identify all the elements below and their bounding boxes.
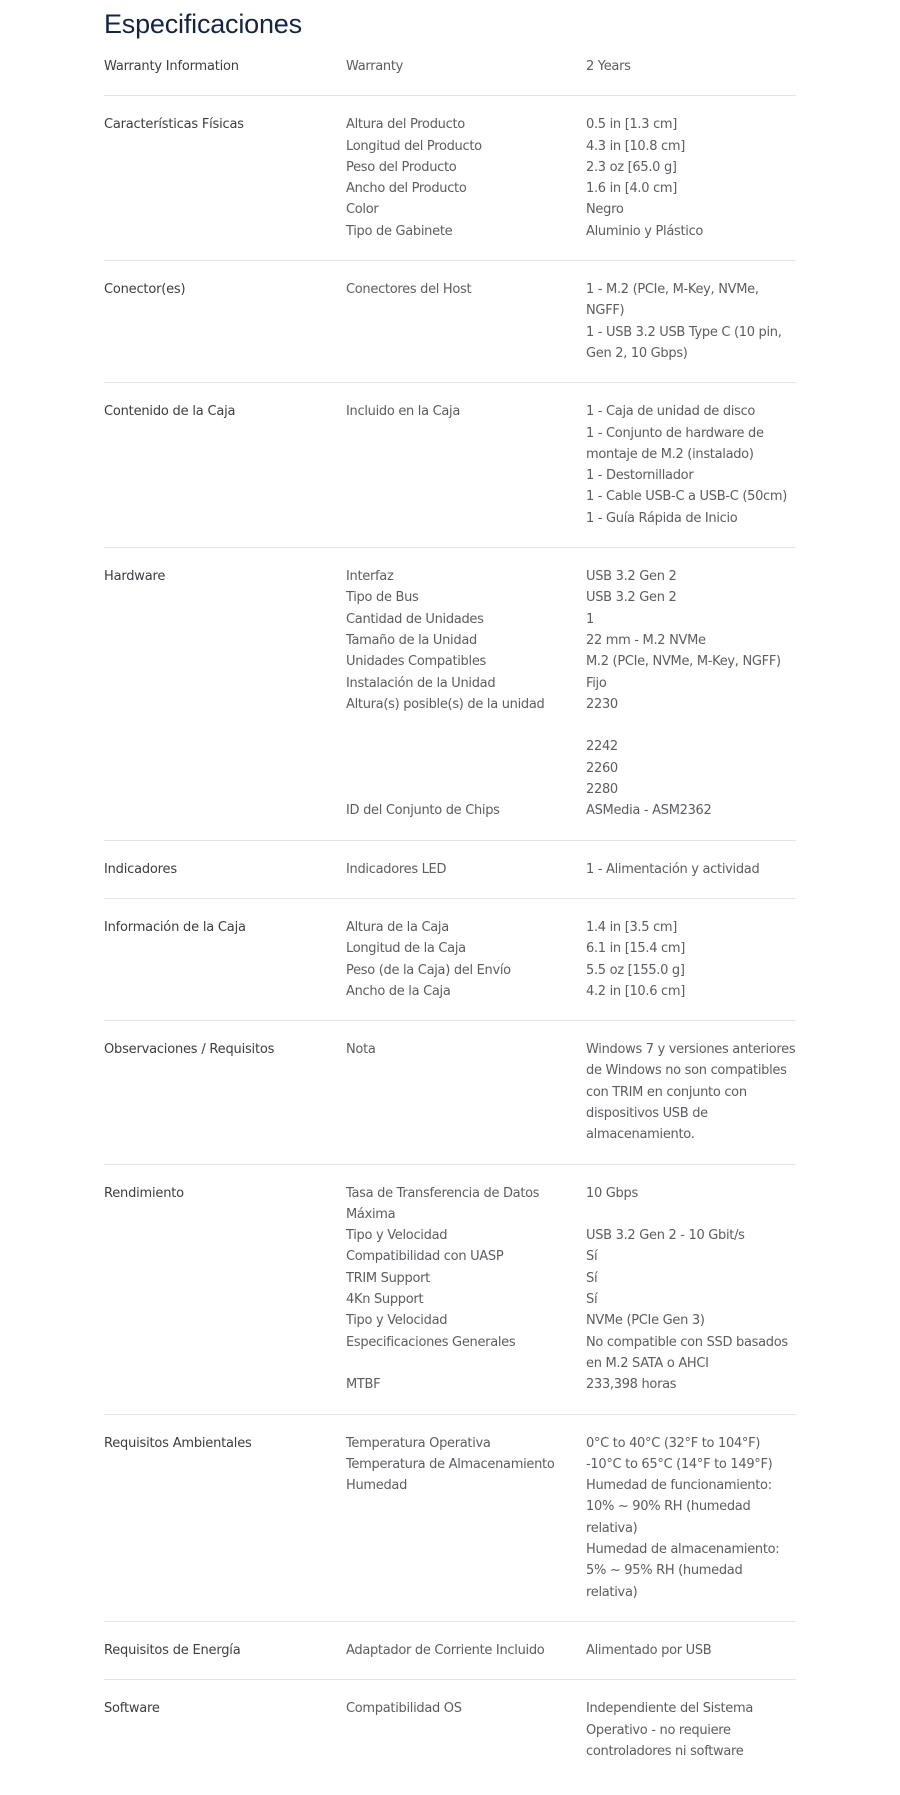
spec-row-values [586, 1225, 796, 1246]
spec-row [346, 587, 796, 608]
spec-value: 1 - Guía Rápida de Inicio [586, 510, 738, 526]
spec-row-label: Tamaño de la Unidad [346, 632, 477, 648]
spec-row-label: Tasa de Transferencia de Datos Máxima [346, 1185, 540, 1222]
spec-value: Sí [586, 1292, 598, 1308]
spec-value: USB 3.2 Gen 2 [586, 569, 677, 585]
spec-row-values [586, 1698, 796, 1762]
spec-value: -10°C to 65°C (14°F to 149°F) [586, 1456, 773, 1472]
spec-value: 2280 [586, 782, 618, 798]
spec-row [346, 114, 796, 135]
spec-row-values [586, 566, 796, 587]
spec-row-values [586, 1332, 796, 1375]
spec-row-label: Interfaz [346, 569, 394, 585]
spec-row-label: Longitud del Producto [346, 138, 482, 154]
specifications-panel [104, 0, 796, 1780]
spec-value: 2.3 oz [65.0 g] [586, 159, 677, 175]
spec-table [104, 38, 796, 1780]
spec-section [104, 1165, 796, 1415]
spec-row [346, 609, 796, 630]
spec-row [346, 136, 796, 157]
spec-value: 4.2 in [10.6 cm] [586, 983, 686, 999]
spec-row [346, 199, 796, 220]
spec-row-values [586, 981, 796, 1002]
spec-rows [346, 859, 796, 880]
spec-row-values [586, 178, 796, 199]
spec-row-label: Temperatura Operativa [346, 1435, 491, 1451]
section-label: Contenido de la Caja [104, 404, 236, 420]
spec-section [104, 548, 796, 841]
spec-section [104, 96, 796, 261]
spec-value: Humedad de almacenamiento: 5% ~ 95% RH (humedad relativa) [586, 1542, 780, 1600]
spec-value: 2230 [586, 696, 618, 712]
spec-row-values [586, 651, 796, 672]
spec-row [346, 279, 796, 364]
spec-row-label: Peso (de la Caja) del Envío [346, 962, 511, 978]
spec-row [346, 1225, 796, 1246]
spec-row [346, 178, 796, 199]
section-label: Conector(es) [104, 282, 186, 298]
spec-row-label: Peso del Producto [346, 159, 457, 175]
spec-row-values [586, 401, 796, 529]
spec-row-values [586, 1268, 796, 1289]
spec-row [346, 694, 796, 800]
spec-value: 0°C to 40°C (32°F to 104°F) [586, 1435, 761, 1451]
spec-row-values [586, 1475, 796, 1603]
spec-rows [346, 1433, 796, 1603]
spec-section [104, 1680, 796, 1780]
spec-value: 10 Gbps [586, 1185, 638, 1201]
spec-row-values [586, 136, 796, 157]
spec-row [346, 1433, 796, 1454]
spec-row-label: Unidades Compatibles [346, 654, 486, 670]
section-label: Software [104, 1701, 160, 1717]
spec-row-label: Altura de la Caja [346, 919, 449, 935]
spec-row-label: Tipo y Velocidad [346, 1228, 448, 1244]
spec-row-label: Longitud de la Caja [346, 941, 466, 957]
spec-row [346, 1640, 796, 1661]
spec-value: 1 - Caja de unidad de disco [586, 404, 756, 420]
spec-value: 6.1 in [15.4 cm] [586, 941, 686, 957]
spec-row-label: Altura del Producto [346, 117, 465, 133]
spec-row-label: Indicadores LED [346, 861, 447, 877]
spec-row-label: Tipo y Velocidad [346, 1313, 448, 1329]
spec-row-label: Tipo de Bus [346, 590, 419, 606]
spec-row [346, 1475, 796, 1603]
section-label: Requisitos Ambientales [104, 1435, 252, 1451]
spec-value: No compatible con SSD basados en M.2 SATA o AHCI [586, 1334, 788, 1371]
spec-row-label: Warranty [346, 59, 404, 74]
spec-section [104, 261, 796, 383]
spec-rows [346, 1183, 796, 1396]
spec-row-label: Conectores del Host [346, 282, 472, 298]
spec-row [346, 981, 796, 1002]
spec-row [346, 1332, 796, 1375]
spec-value: USB 3.2 Gen 2 - 10 Gbit/s [586, 1228, 745, 1244]
spec-row [346, 917, 796, 938]
spec-value: 5.5 oz [155.0 g] [586, 962, 685, 978]
spec-row-values [586, 279, 796, 364]
spec-row-values [586, 56, 796, 77]
spec-row-label: Humedad [346, 1478, 408, 1494]
section-label: Observaciones / Requisitos [104, 1042, 275, 1058]
spec-value: 1 [586, 611, 594, 627]
spec-section [104, 1415, 796, 1622]
spec-value: M.2 (PCIe, NVMe, M-Key, NGFF) [586, 654, 781, 670]
spec-rows [346, 1039, 796, 1145]
spec-value: Negro [586, 202, 624, 218]
spec-row [346, 1454, 796, 1475]
spec-row-label: Color [346, 202, 379, 218]
spec-value: 4.3 in [10.8 cm] [586, 138, 686, 154]
spec-value: 1 - USB 3.2 USB Type C (10 pin, Gen 2, 10 Gbps) [586, 324, 782, 361]
spec-row-label: Ancho de la Caja [346, 983, 451, 999]
spec-row [346, 673, 796, 694]
spec-row [346, 1698, 796, 1762]
spec-row [346, 221, 796, 242]
spec-row-values [586, 800, 796, 821]
spec-value: 233,398 horas [586, 1377, 677, 1393]
spec-row-values [586, 1310, 796, 1331]
spec-section [104, 383, 796, 548]
spec-row-values [586, 960, 796, 981]
spec-row-label: Ancho del Producto [346, 181, 467, 197]
section-label: Información de la Caja [104, 919, 246, 935]
spec-rows [346, 1698, 796, 1762]
spec-row-label: ID del Conjunto de Chips [346, 803, 500, 819]
spec-row [346, 800, 796, 821]
spec-value: 2260 [586, 760, 618, 776]
spec-row-label: Adaptador de Corriente Incluido [346, 1642, 545, 1658]
spec-row-label: MTBF [346, 1377, 381, 1393]
spec-row [346, 1039, 796, 1145]
spec-rows [346, 279, 796, 364]
spec-row-values [586, 1374, 796, 1395]
spec-row-values [586, 1289, 796, 1310]
spec-value: 0.5 in [1.3 cm] [586, 117, 678, 133]
spec-rows [346, 1640, 796, 1661]
spec-value: Fijo [586, 675, 607, 691]
spec-row-label: Instalación de la Unidad [346, 675, 496, 691]
spec-row-values [586, 917, 796, 938]
section-label: Características Físicas [104, 117, 244, 133]
spec-row-values [586, 1433, 796, 1454]
spec-row-values [586, 157, 796, 178]
spec-row [346, 651, 796, 672]
spec-row-values [586, 1039, 796, 1145]
spec-row-label: Compatibilidad OS [346, 1701, 462, 1717]
spec-section [104, 1021, 796, 1164]
spec-value: Windows 7 y versiones anteriores de Windows no son compatibles con TRIM en conjunto con dispositivos USB de almacenamiento. [586, 1042, 796, 1143]
spec-value: 1 - Destornillador [586, 468, 694, 484]
spec-row [346, 1374, 796, 1395]
spec-row [346, 960, 796, 981]
spec-row-values [586, 694, 796, 800]
spec-rows [346, 56, 796, 77]
spec-row-label: 4Kn Support [346, 1292, 424, 1308]
spec-row-label: Especificaciones Generales [346, 1334, 516, 1350]
spec-rows [346, 401, 796, 529]
section-label: Warranty Information [104, 59, 239, 74]
spec-row-values [586, 609, 796, 630]
spec-rows [346, 917, 796, 1002]
spec-row [346, 1268, 796, 1289]
spec-value: Aluminio y Plástico [586, 223, 704, 239]
spec-value: 2242 [586, 739, 618, 755]
spec-section [104, 841, 796, 899]
spec-row [346, 1246, 796, 1267]
spec-row-label: Temperatura de Almacenamiento [346, 1456, 555, 1472]
spec-row-label: Altura(s) posible(s) de la unidad [346, 696, 545, 712]
spec-value: Independiente del Sistema Operativo - no requiere controladores ni software [586, 1701, 753, 1759]
spec-row-values [586, 1183, 796, 1226]
spec-row-values [586, 673, 796, 694]
spec-row-label: Nota [346, 1042, 376, 1058]
spec-value: NVMe (PCIe Gen 3) [586, 1313, 705, 1329]
spec-value: 2 Years [586, 59, 631, 74]
spec-row-label: Cantidad de Unidades [346, 611, 484, 627]
page-title: Especificaciones [104, 9, 302, 39]
spec-row-values [586, 199, 796, 220]
section-label: Requisitos de Energía [104, 1642, 241, 1658]
spec-row [346, 401, 796, 529]
spec-row [346, 1183, 796, 1226]
spec-row-values [586, 1454, 796, 1475]
spec-value: 1 - Cable USB-C a USB-C (50cm) [586, 489, 788, 505]
spec-row [346, 1289, 796, 1310]
spec-row-values [586, 1640, 796, 1661]
spec-row-values [586, 221, 796, 242]
spec-value: Humedad de funcionamiento: 10% ~ 90% RH (humedad relativa) [586, 1478, 772, 1536]
section-label: Hardware [104, 569, 166, 585]
spec-row-values [586, 114, 796, 135]
spec-value: Alimentado por USB [586, 1642, 712, 1658]
spec-row-values [586, 630, 796, 651]
spec-row-label: Incluido en la Caja [346, 404, 461, 420]
spec-row [346, 56, 796, 77]
spec-section [104, 38, 796, 96]
spec-value [586, 715, 796, 736]
spec-value: Sí [586, 1249, 598, 1265]
spec-value: Sí [586, 1270, 598, 1286]
spec-value: 1 - Alimentación y actividad [586, 861, 760, 877]
spec-row [346, 1310, 796, 1331]
spec-value: 1.4 in [3.5 cm] [586, 919, 678, 935]
spec-row-label: Tipo de Gabinete [346, 223, 453, 239]
spec-row-values [586, 938, 796, 959]
spec-row-values [586, 859, 796, 880]
spec-value: 1 - Conjunto de hardware de montaje de M.2 (instalado) [586, 425, 764, 462]
spec-row [346, 630, 796, 651]
spec-value: 22 mm - M.2 NVMe [586, 632, 706, 648]
spec-row [346, 157, 796, 178]
spec-section [104, 899, 796, 1021]
spec-row [346, 938, 796, 959]
spec-value: 1 - M.2 (PCIe, M-Key, NVMe, NGFF) [586, 282, 759, 319]
spec-value: ASMedia - ASM2362 [586, 803, 712, 819]
spec-value: 1.6 in [4.0 cm] [586, 181, 678, 197]
spec-value: USB 3.2 Gen 2 [586, 590, 677, 606]
spec-rows [346, 566, 796, 822]
section-label: Rendimiento [104, 1185, 184, 1201]
spec-row [346, 566, 796, 587]
spec-row-values [586, 1246, 796, 1267]
spec-section [104, 1622, 796, 1680]
spec-row-values [586, 587, 796, 608]
section-label: Indicadores [104, 861, 177, 877]
spec-row-label: TRIM Support [346, 1270, 430, 1286]
spec-rows [346, 114, 796, 242]
spec-row [346, 859, 796, 880]
spec-row-label: Compatibilidad con UASP [346, 1249, 504, 1265]
